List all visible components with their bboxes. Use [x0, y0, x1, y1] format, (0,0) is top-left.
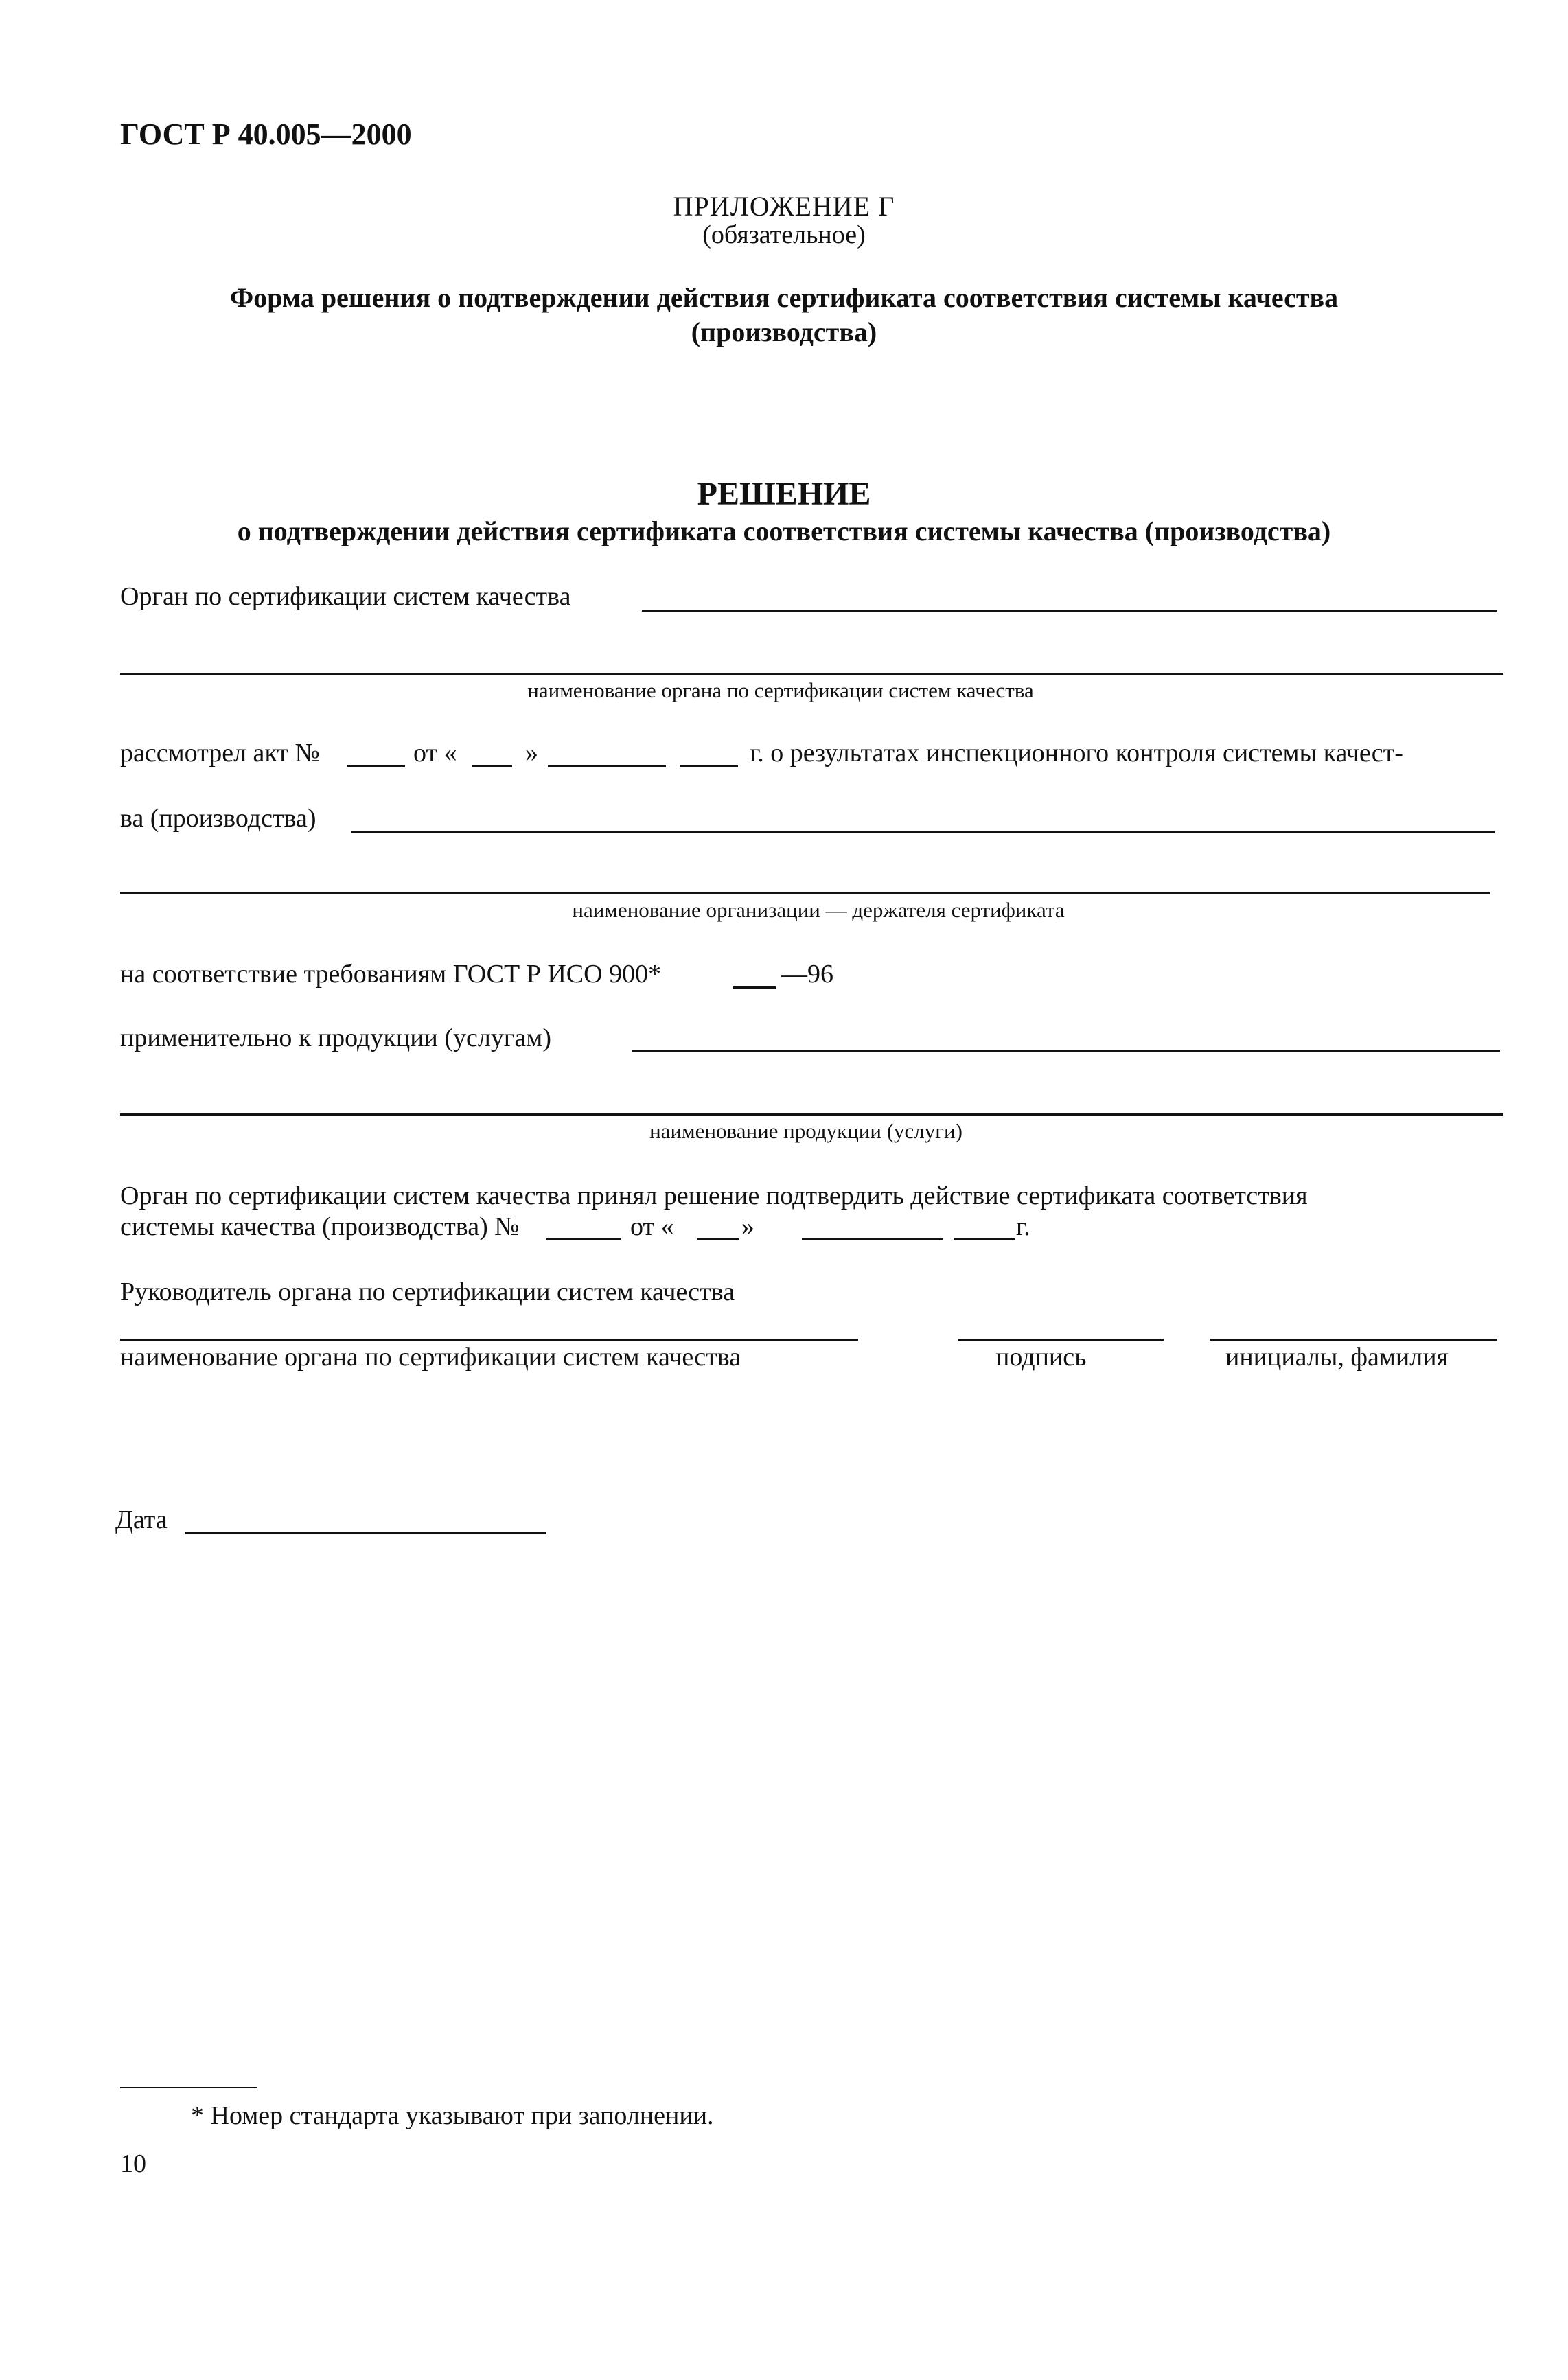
- compliance-text: на соответствие требованиям ГОСТ Р ИСО 900*: [120, 960, 662, 989]
- certificate-day-field[interactable]: [697, 1238, 739, 1240]
- signature-caption: подпись: [995, 1343, 1087, 1372]
- name-caption: инициалы, фамилия: [1225, 1343, 1449, 1372]
- appendix-status: (обязательное): [702, 220, 866, 249]
- quote-close-2: »: [741, 1212, 754, 1241]
- decision-subtitle: о подтверждении действия сертификата соответствия системы качества (производства): [237, 516, 1331, 546]
- decision-statement-line2: системы качества (производства) №: [120, 1212, 520, 1241]
- footnote-text: * Номер стандарта указывают при заполнении.: [191, 2101, 714, 2130]
- act-result-text: г. о результатах инспекционного контроля системы качест-: [750, 739, 1403, 767]
- products-label: применительно к продукции (услугам): [120, 1024, 552, 1052]
- year-suffix: г.: [1016, 1212, 1030, 1241]
- quote-close: »: [525, 739, 538, 767]
- form-title-line2: (производства): [691, 316, 877, 347]
- page-number: 10: [120, 2149, 146, 2178]
- footnote-separator: [120, 2087, 257, 2088]
- signature-field[interactable]: [958, 1339, 1164, 1341]
- products-field-line2[interactable]: [120, 1113, 1503, 1116]
- date-label: Дата: [115, 1505, 168, 1534]
- products-field[interactable]: [632, 1050, 1500, 1052]
- cert-body-field[interactable]: [642, 610, 1497, 612]
- head-org-caption: наименование органа по сертификации систем качества: [120, 1343, 741, 1372]
- cert-body-caption: наименование органа по сертификации систем качества: [527, 678, 1034, 702]
- organization-field-line2[interactable]: [120, 892, 1490, 894]
- from-label: от «: [413, 739, 457, 767]
- cert-body-field-line2[interactable]: [120, 673, 1503, 675]
- form-title-line1: Форма решения о подтверждении действия сертификата соответствия системы качества: [229, 282, 1339, 313]
- products-caption: наименование продукции (услуги): [649, 1119, 962, 1143]
- organization-field[interactable]: [351, 831, 1495, 833]
- certificate-year-field[interactable]: [954, 1238, 1015, 1240]
- standard-suffix: —96: [781, 960, 833, 989]
- act-year-field[interactable]: [680, 765, 738, 767]
- from-label-2: от «: [630, 1212, 674, 1241]
- act-month-field[interactable]: [548, 765, 666, 767]
- production-label: ва (производства): [120, 804, 316, 833]
- name-field[interactable]: [1210, 1339, 1497, 1341]
- certificate-month-field[interactable]: [802, 1238, 943, 1240]
- reviewed-act-label: рассмотрел акт №: [120, 739, 320, 767]
- decision-title: РЕШЕНИЕ: [697, 476, 871, 512]
- act-day-field[interactable]: [472, 765, 512, 767]
- standard-number-field[interactable]: [733, 986, 776, 989]
- appendix-title: ПРИЛОЖЕНИЕ Г: [673, 191, 895, 222]
- document-code: ГОСТ Р 40.005—2000: [120, 117, 412, 151]
- act-number-field[interactable]: [347, 765, 405, 767]
- decision-statement-line1: Орган по сертификации систем качества принял решение подтвердить действие сертификата соответствия: [120, 1181, 1308, 1210]
- date-field[interactable]: [185, 1532, 546, 1534]
- org-caption: наименование организации — держателя сертификата: [572, 898, 1065, 922]
- cert-body-label: Орган по сертификации систем качества: [120, 582, 571, 611]
- head-org-field[interactable]: [120, 1339, 858, 1341]
- certificate-number-field[interactable]: [546, 1238, 621, 1240]
- head-label: Руководитель органа по сертификации систем качества: [120, 1278, 735, 1306]
